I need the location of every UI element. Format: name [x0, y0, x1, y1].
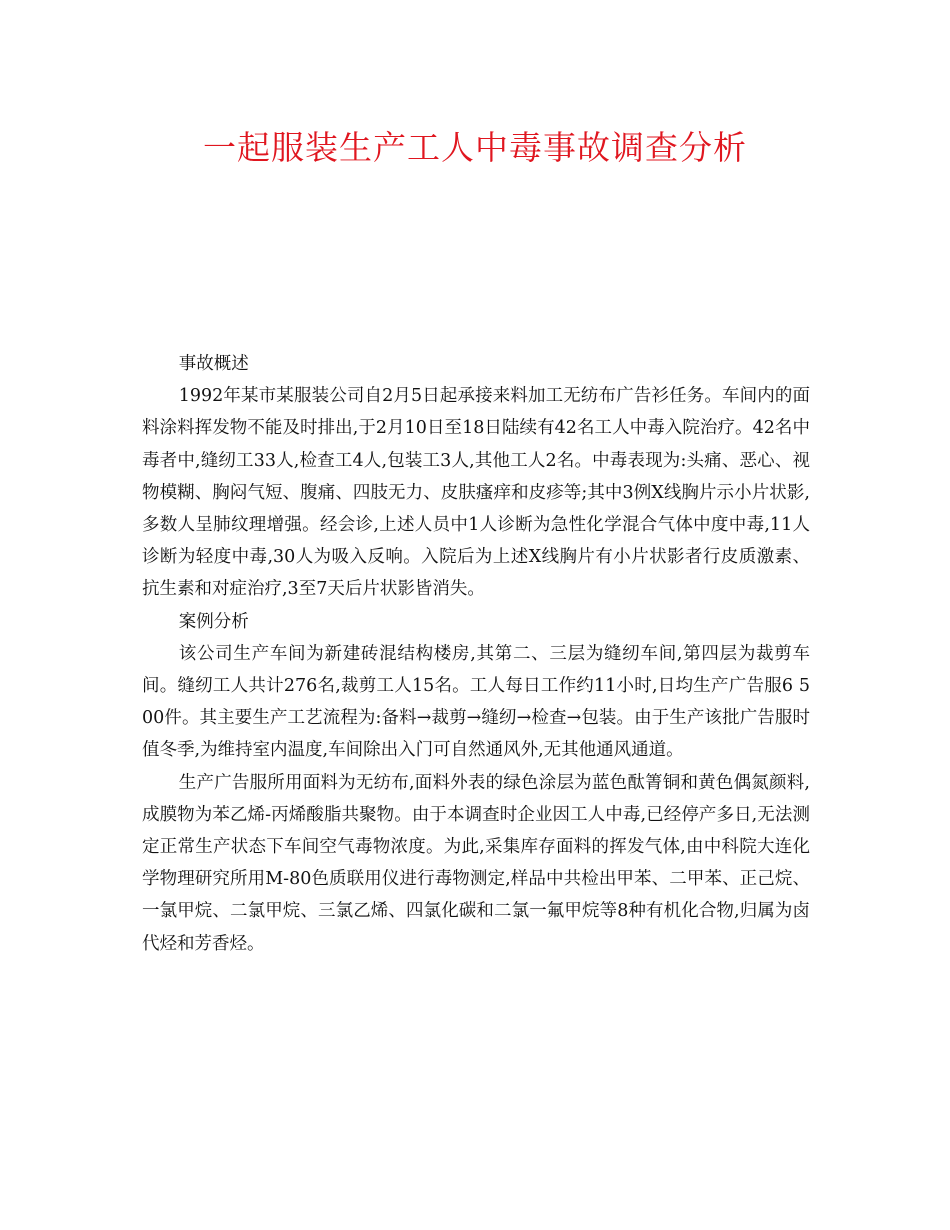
section-heading-overview: 事故概述	[178, 354, 249, 374]
paragraph-overview: 1992年某市某服装公司自2月5日起承接来料加工无纺布广告衫任务。车间内的面料涂料挥发物不能及时排出,于2月10日至18日陆续有42名工人中毒入院治疗。42名中毒者中,缝纫工33人,检查工4人,包装工3人,其他工人2名。中毒表现为:头痛、恶心、视物模糊、胸闷气短、腹痛、四肢无力、皮肤瘙痒和皮疹等;其中3例X线胸片示小片状影,多数人呈肺纹理增强。经会诊,上述人员中1人诊断为急性化学混合气体中度中毒,11人诊断为轻度中毒,30人为吸入反响。入院后为上述X线胸片有小片状影者行皮质激素、抗生素和对症治疗,3至7天后片状影皆消失。	[142, 386, 810, 600]
document-body	[142, 348, 810, 960]
paragraph-analysis-materials: 生产广告服所用面料为无纺布,面料外表的绿色涂层为蓝色酞箐铜和黄色偶氮颜料,成膜物为苯乙烯-丙烯酸脂共聚物。由于本调查时企业因工人中毒,已经停产多日,无法测定正常生产状态下车间空气毒物浓度。为此,采集库存面料的挥发气体,由中科院大连化学物理研究所用M-80色质联用仪进行毒物测定,样品中共检出甲苯、二甲苯、正己烷、一氯甲烷、二氯甲烷、三氯乙烯、四氯化碳和二氯一氟甲烷等8种有机化合物,归属为卤代烃和芳香烃。	[142, 772, 810, 954]
section-heading-analysis: 案例分析	[178, 611, 249, 632]
paragraph-analysis-workshop: 该公司生产车间为新建砖混结构楼房,其第二、三层为缝纫车间,第四层为裁剪车间。缝纫工人共计276名,裁剪工人15名。工人每日工作约11小时,日均生产广告服6 500件。其主要生产工艺流程为:备料→裁剪→缝纫→检查→包装。由于生产该批广告服时值冬季,为维持室内温度,车间除出入门可自然通风外,无其他通风通道。	[142, 643, 810, 761]
document-title: 一起服装生产工人中毒事故调查分析	[203, 128, 747, 167]
